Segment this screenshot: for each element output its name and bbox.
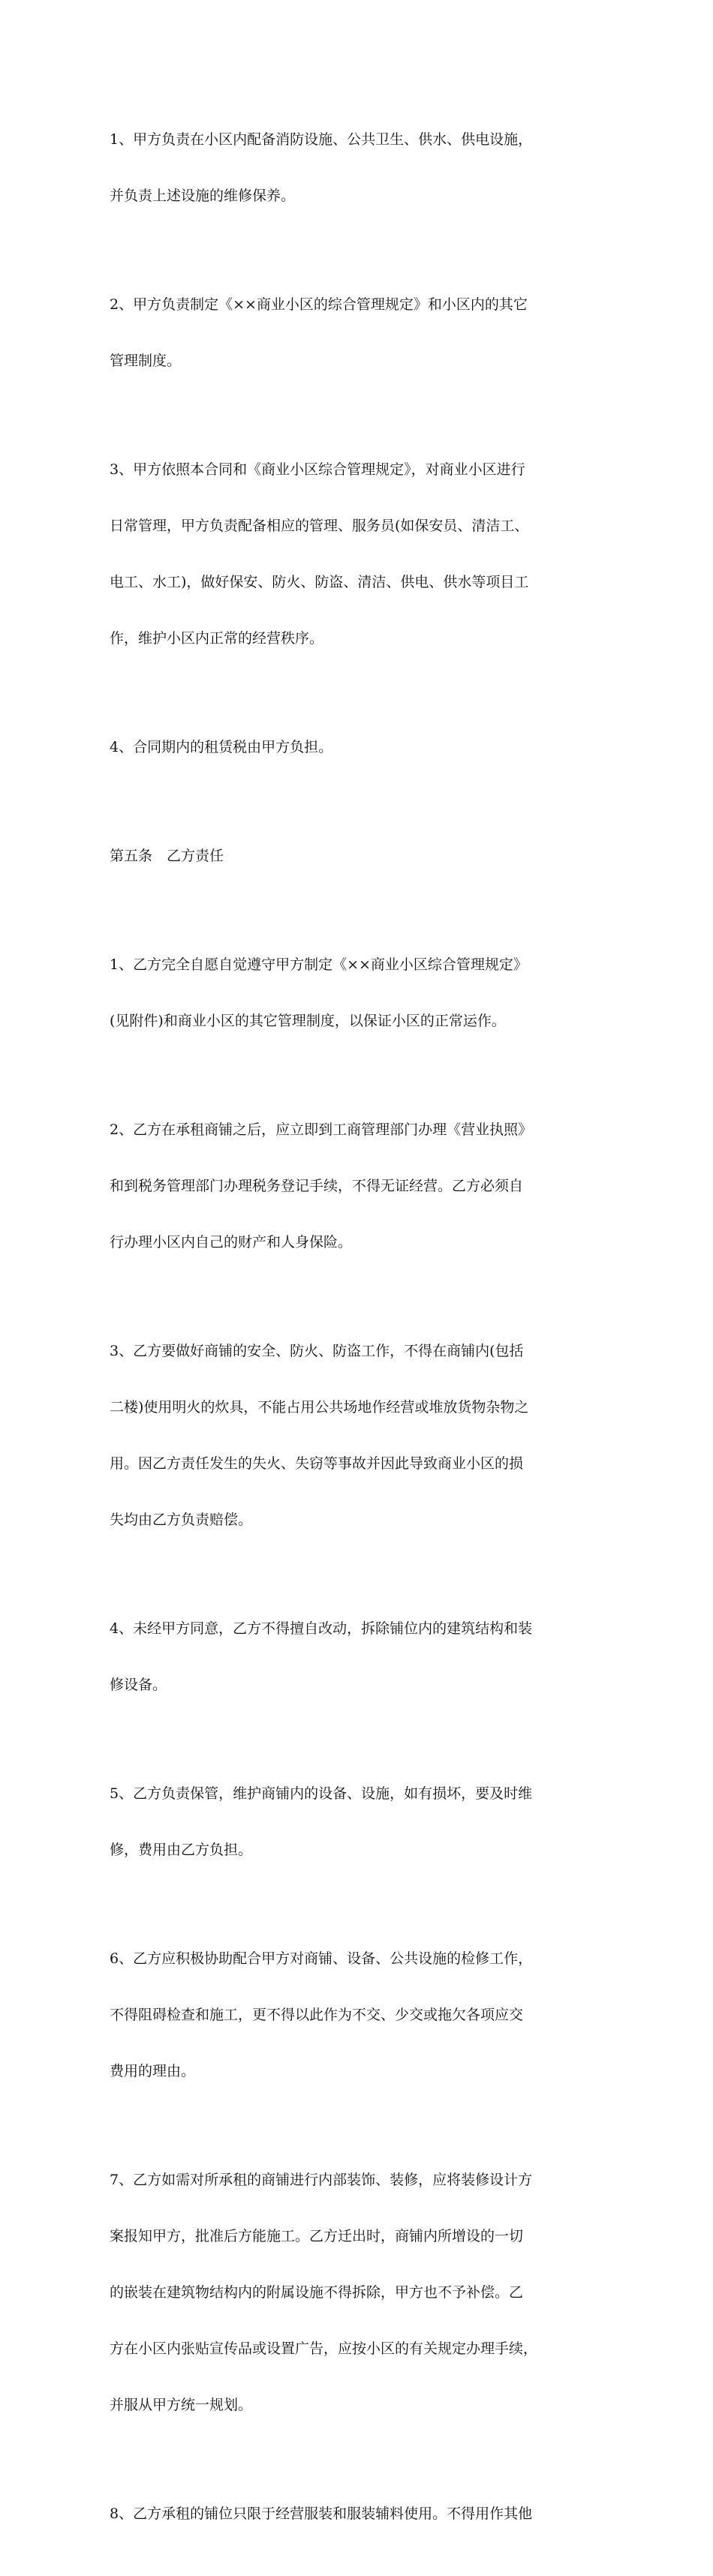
text-line: 修，费用由乙方负担。	[110, 1842, 253, 1858]
text-line: 5、乙方负责保管，维护商铺内的设备、设施，如有损坏，要及时维	[110, 1785, 533, 1802]
text-line: 3、乙方要做好商铺的安全、防火、防盗工作，不得在商铺内(包括	[110, 1343, 524, 1359]
text-line: 电工、水工)，做好保安、防火、防盗、清洁、供电、供水等项目工	[110, 574, 529, 590]
text-line: 案报知甲方，批准后方能施工。乙方迁出时，商铺内所增设的一切	[110, 2228, 524, 2244]
text-line: 并服从甲方统一规划。	[110, 2397, 253, 2413]
clause-jia-3	[110, 423, 605, 686]
text-line: 二楼)使用明火的炊具，不能占用公共场地作经营或堆放货物杂物之	[110, 1399, 529, 1416]
clause-jia-1	[110, 93, 605, 243]
clause-yi-2	[110, 1083, 605, 1290]
text-line: 用。因乙方责任发生的失火、失窃等事故并因此导致商业小区的损	[110, 1455, 524, 1472]
clause-jia-4	[110, 701, 605, 794]
text-line: 2、乙方在承租商铺之后，应立即到工商管理部门办理《营业执照》	[110, 1121, 533, 1138]
text-line: 4、合同期内的租赁税由甲方负担。	[110, 739, 333, 755]
text-line: 作，维护小区内正常的经营秩序。	[110, 630, 324, 647]
text-line: 行办理小区内自己的财产和人身保险。	[110, 1234, 353, 1250]
clause-yi-7	[110, 2133, 605, 2452]
text-line: 4、未经甲方同意，乙方不得擅自改动，拆除铺位内的建筑结构和装	[110, 1620, 533, 1637]
section-title: 第五条 乙方责任	[110, 848, 224, 864]
text-line: 8、乙方承租的铺位只限于经营服装和服装辅料使用。不得用作其他	[110, 2505, 533, 2522]
text-line: 并负责上述设施的维修保养。	[110, 188, 296, 204]
clause-yi-8	[110, 2467, 605, 2561]
text-line: 1、甲方负责在小区内配备消防设施、公共卫生、供水、供电设施，	[110, 131, 533, 148]
text-line: (见附件)和商业小区的其它管理制度，以保证小区的正常运作。	[110, 1013, 506, 1029]
text-line: 失均由乙方负责赔偿。	[110, 1512, 253, 1528]
text-line: 日常管理，甲方负责配备相应的管理、服务员(如保安员、清洁工、	[110, 518, 529, 534]
clause-yi-3	[110, 1305, 605, 1567]
clause-yi-1	[110, 918, 605, 1068]
text-line: 不得阻碍检查和施工，更不得以此作为不交、少交或拖欠各项应交	[110, 2007, 524, 2023]
text-line: 3、甲方依照本合同和《商业小区综合管理规定》，对商业小区进行	[110, 461, 525, 478]
text-line: 7、乙方如需对所承租的商铺进行内部装饰、装修，应将装修设计方	[110, 2172, 533, 2188]
text-line: 修设备。	[110, 1677, 167, 1693]
clause-yi-4	[110, 1582, 605, 1732]
text-line: 2、甲方负责制定《××商业小区的综合管理规定》和小区内的其它	[110, 296, 528, 313]
section-heading	[110, 809, 605, 903]
text-line: 1、乙方完全自愿自觉遵守甲方制定《××商业小区综合管理规定》	[110, 956, 528, 973]
clause-jia-2	[110, 258, 605, 408]
text-line: 管理制度。	[110, 353, 182, 369]
text-line: 方在小区内张贴宣传品或设置广告，应按小区的有关规定办理手续，	[110, 2340, 538, 2357]
clause-yi-6	[110, 1912, 605, 2118]
document-page	[110, 93, 605, 2576]
text-line: 和到税务管理部门办理税务登记手续，不得无证经营。乙方必须自	[110, 1178, 524, 1194]
clause-yi-5	[110, 1747, 605, 1897]
text-line: 费用的理由。	[110, 2063, 196, 2079]
text-line: 的嵌装在建筑物结构内的附属设施不得拆除，甲方也不予补偿。乙	[110, 2284, 524, 2301]
text-line: 6、乙方应积极协助配合甲方对商铺、设备、公共设施的检修工作，	[110, 1950, 533, 1967]
